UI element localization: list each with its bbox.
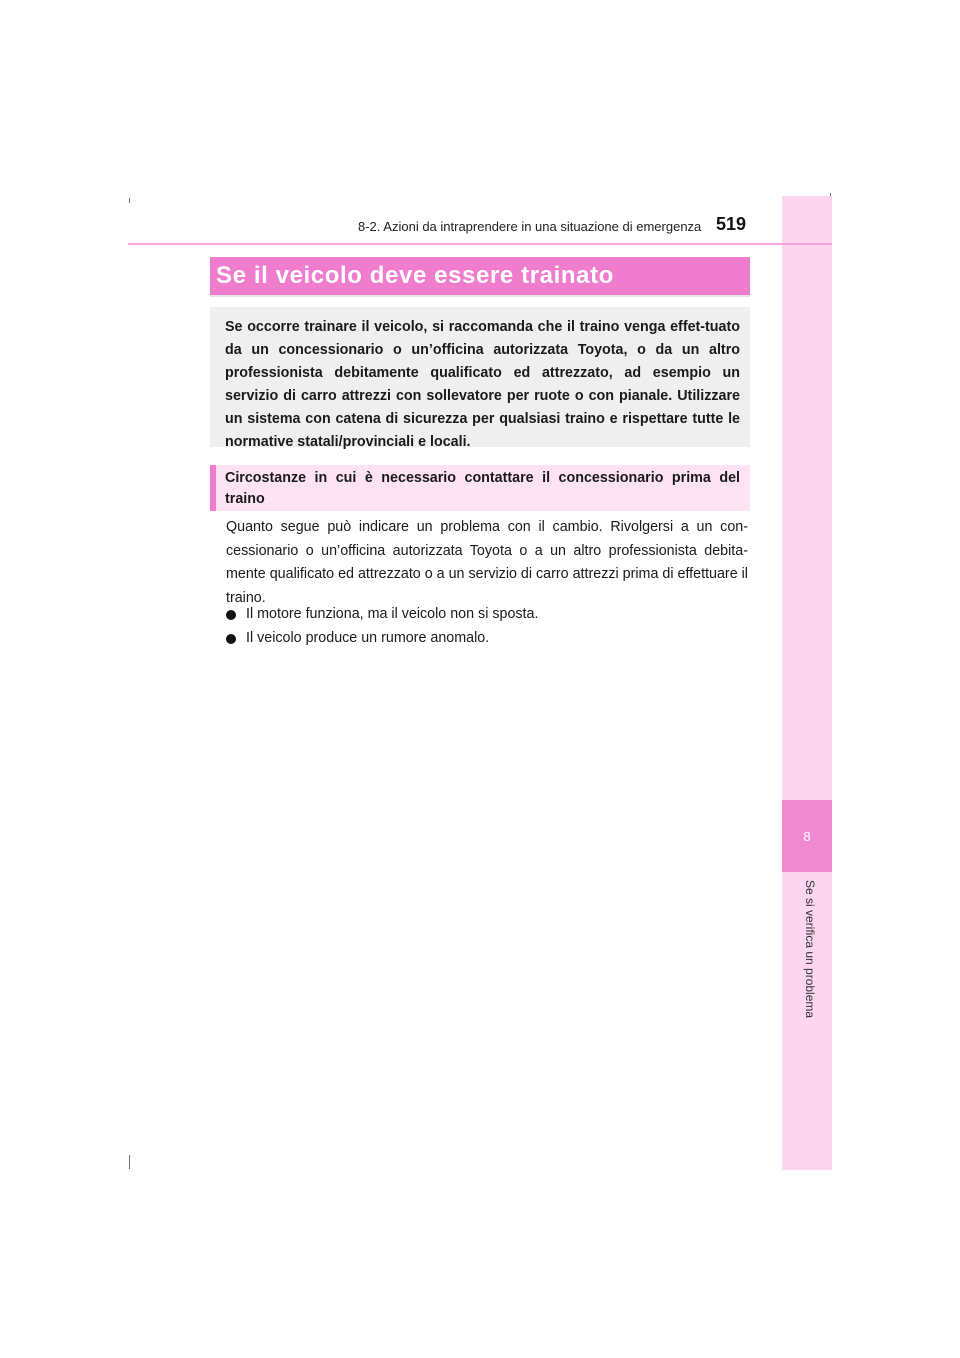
header-rule <box>128 243 832 245</box>
section-title: Se il veicolo deve essere trainato <box>216 262 614 289</box>
body-paragraph: Quanto segue può indicare un problema con il cambio. Rivolgersi a un con-cessionario o un’officina autorizzata Toyota o a un altro professionista debita-mente qualificato ed attrezzato o a un servizio di carro attrezzi prima di effettuare il traino. <box>226 519 748 606</box>
subheading-text: Circostanze in cui è necessario contattare il concessionario prima del traino <box>225 470 740 507</box>
crop-mark-top-left <box>129 198 130 203</box>
list-item-text: Il veicolo produce un rumore anomalo. <box>246 630 490 646</box>
intro-box <box>210 307 750 450</box>
subheading-accent-bar <box>210 465 216 511</box>
section-title-band <box>210 257 750 295</box>
side-chapter-title: Se si verifica un problema <box>803 880 817 1019</box>
running-header: 8-2. Azioni da intraprendere in una situazione di emergenza <box>358 219 702 234</box>
subheading-box <box>210 465 750 511</box>
crop-mark-bottom-left <box>129 1155 130 1169</box>
side-chapter-number: 8 <box>782 800 832 872</box>
list-item <box>226 627 748 650</box>
title-underline <box>210 295 750 297</box>
bullet-icon <box>226 610 236 620</box>
bullet-icon <box>226 634 236 644</box>
intro-text: Se occorre trainare il veicolo, si raccomanda che il traino venga effet-tuato da un concessionario o un’officina autorizzata Toyota, o da un altro professionista debitamente qualificato ed attrezzato, ad esempio un servizio di carro attrezzi con sollevatore per ruote o con pianale. Utilizzare un sistema con catena di sicurezza per qualsiasi traino e rispettare tutte le normative statali/provinciali e locali. <box>225 319 740 450</box>
page-number: 519 <box>716 214 747 234</box>
list-item-text: Il motore funziona, ma il veicolo non si sposta. <box>246 606 539 622</box>
list-item <box>226 603 748 626</box>
